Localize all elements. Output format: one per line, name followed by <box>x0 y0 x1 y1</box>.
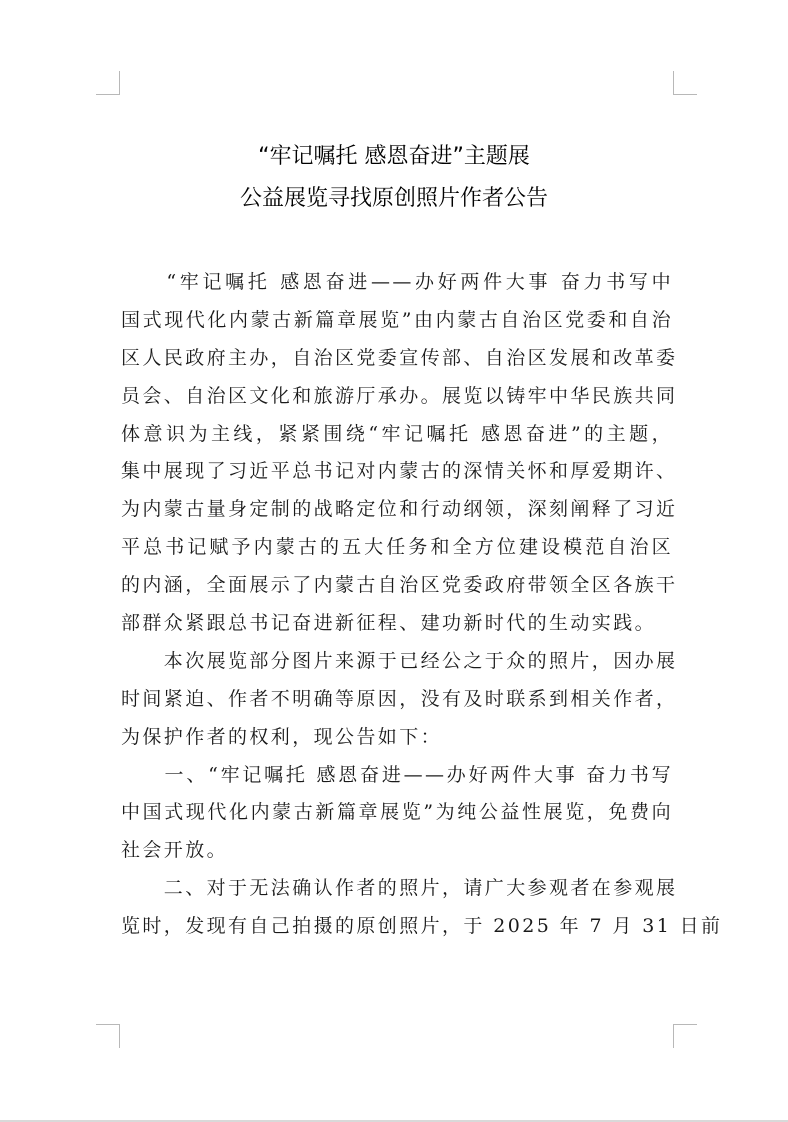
document-title-line-1: “牢记嘱托 感恩奋进”主题展 <box>258 144 530 169</box>
body-line: 中国式现代化内蒙古新篇章展览”为纯公益性展览，免费向 <box>121 801 673 824</box>
body-line: 体意识为主线，紧紧围绕“牢记嘱托 感恩奋进”的主题， <box>121 422 673 445</box>
body-line: 部群众紧跟总书记奋进新征程、建功新时代的生动实践。 <box>121 612 657 635</box>
body-line: 览时，发现有自己拍摄的原创照片，于 2025 年 7 月 31 日前 <box>121 915 723 938</box>
body-line: 时间紧迫、作者不明确等原因，没有及时联系到相关作者， <box>121 687 678 710</box>
margin-corner-top-right <box>673 71 697 95</box>
body-line: 国式现代化内蒙古新篇章展览”由内蒙古自治区党委和自治 <box>121 308 673 331</box>
document-title-line-2: 公益展览寻找原创照片作者公告 <box>239 186 548 211</box>
document-body <box>121 264 723 946</box>
body-line: 员会、自治区文化和旅游厅承办。展览以铸牢中华民族共同 <box>121 384 678 407</box>
margin-corner-bottom-left <box>96 1024 120 1048</box>
body-line: 平总书记赋予内蒙古的五大任务和全方位建设模范自治区 <box>121 536 673 559</box>
body-line: 社会开放。 <box>121 839 229 862</box>
body-line: 集中展现了习近平总书记对内蒙古的深情关怀和厚爱期许、 <box>121 460 678 483</box>
body-line: 区人民政府主办，自治区党委宣传部、自治区发展和改革委 <box>121 346 678 369</box>
body-line: 为保护作者的权利，现公告如下： <box>121 725 443 748</box>
body-line: 的内涵，全面展示了内蒙古自治区党委政府带领全区各族干 <box>121 574 678 597</box>
body-line: 本次展览部分图片来源于已经公之于众的照片，因办展 <box>121 649 678 672</box>
margin-corner-top-left <box>96 71 120 95</box>
body-line: 为内蒙古量身定制的战略定位和行动纲领，深刻阐释了习近 <box>121 498 678 521</box>
body-line: 二、对于无法确认作者的照片，请广大参观者在参观展 <box>121 877 678 900</box>
body-line: “牢记嘱托 感恩奋进——办好两件大事 奋力书写中 <box>121 271 673 293</box>
margin-corner-bottom-right <box>673 1024 697 1048</box>
body-line: 一、“牢记嘱托 感恩奋进——办好两件大事 奋力书写 <box>121 763 673 786</box>
